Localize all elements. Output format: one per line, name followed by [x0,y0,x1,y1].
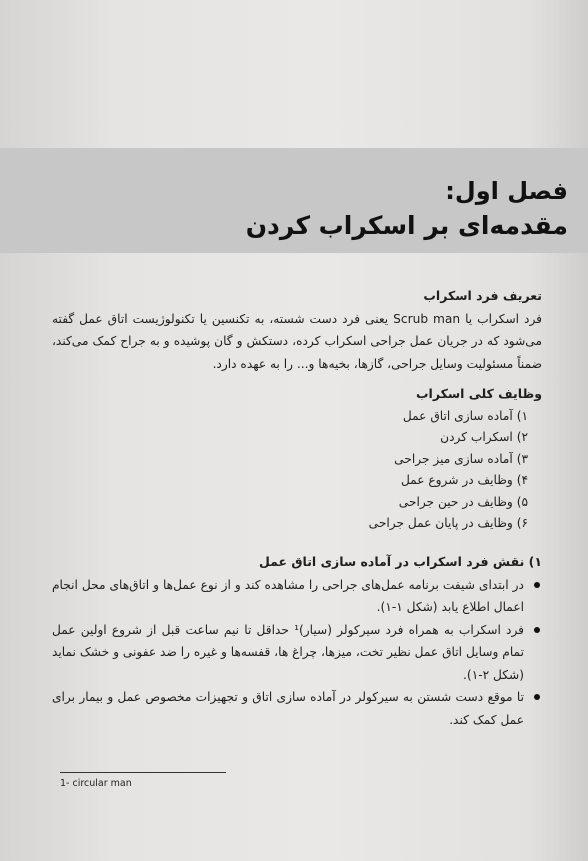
page-body [52,285,542,731]
chapter-name: مقدمه‌ای بر اسکراب کردن [245,211,568,240]
bullet-text: فرد اسکراب به همراه فرد سیرکولر (سیار)¹ حداقل تا نیم ساعت قبل از شروع اولین عمل تمام وسایل اتاق عمل نظیر تخت، میزها، چراغ ها، قفسه‌ها و غیره را ضد عفونی و خشک نماید (شکل ۲-۱). [52,622,525,682]
duties-heading: وظایف کلی اسکراب [415,386,542,401]
duties-list [52,406,542,536]
duties-item: ۲) اسکراب کردن [440,430,528,445]
bullet-text: در ابتدای شیفت برنامه عمل‌های جراحی را مشاهده کند و از نوع عمل‌ها و اتاق‌های محل انجام اعمال اطلاع یابد (شکل ۱-۱). [52,577,524,615]
bullet-item [52,686,542,731]
bullet-text: تا موقع دست شستن به سیرکولر در آماده سازی اتاق و تجهیزات مخصوص عمل و بیمار برای عمل کمک کند. [52,690,524,727]
bullet-item [52,619,542,687]
duties-item: ۶) وظایف در پایان عمل جراحی [368,516,528,531]
bullet-item [52,574,542,619]
section-bullets [52,574,542,732]
duties-item: ۳) آماده سازی میز جراحی [394,451,528,466]
definition-heading: تعریف فرد اسکراب [423,288,542,303]
footnote: 1- circular man [60,778,132,789]
chapter-title [246,175,568,243]
footnote-divider [60,772,226,773]
bullet-icon [534,627,540,633]
duties-item: ۱) آماده سازی اتاق عمل [402,408,528,423]
definition-paragraph: فرد اسکراب یا Scrub man یعنی فرد دست شسته، به تکنسین یا تکنولوژیست اتاق عمل گفته می‌شود که در جریان عمل جراحی اسکراب کرده، دستکش و گان پوشیده و به جراح کمک می‌کند، ضمناً مسئولیت وسایل جراحی، گازها، بخیه‌ها و... را به عهده دارد. [52,311,542,371]
duties-item: ۵) وظایف در حین جراحی [398,494,528,509]
bullet-icon [534,694,540,700]
duties-item: ۴) وظایف در شروع عمل [400,473,528,488]
section-heading: ۱) نقش فرد اسکراب در آماده سازی اتاق عمل [258,554,542,570]
chapter-number: فصل اول: [445,177,568,205]
bullet-icon [534,582,540,588]
